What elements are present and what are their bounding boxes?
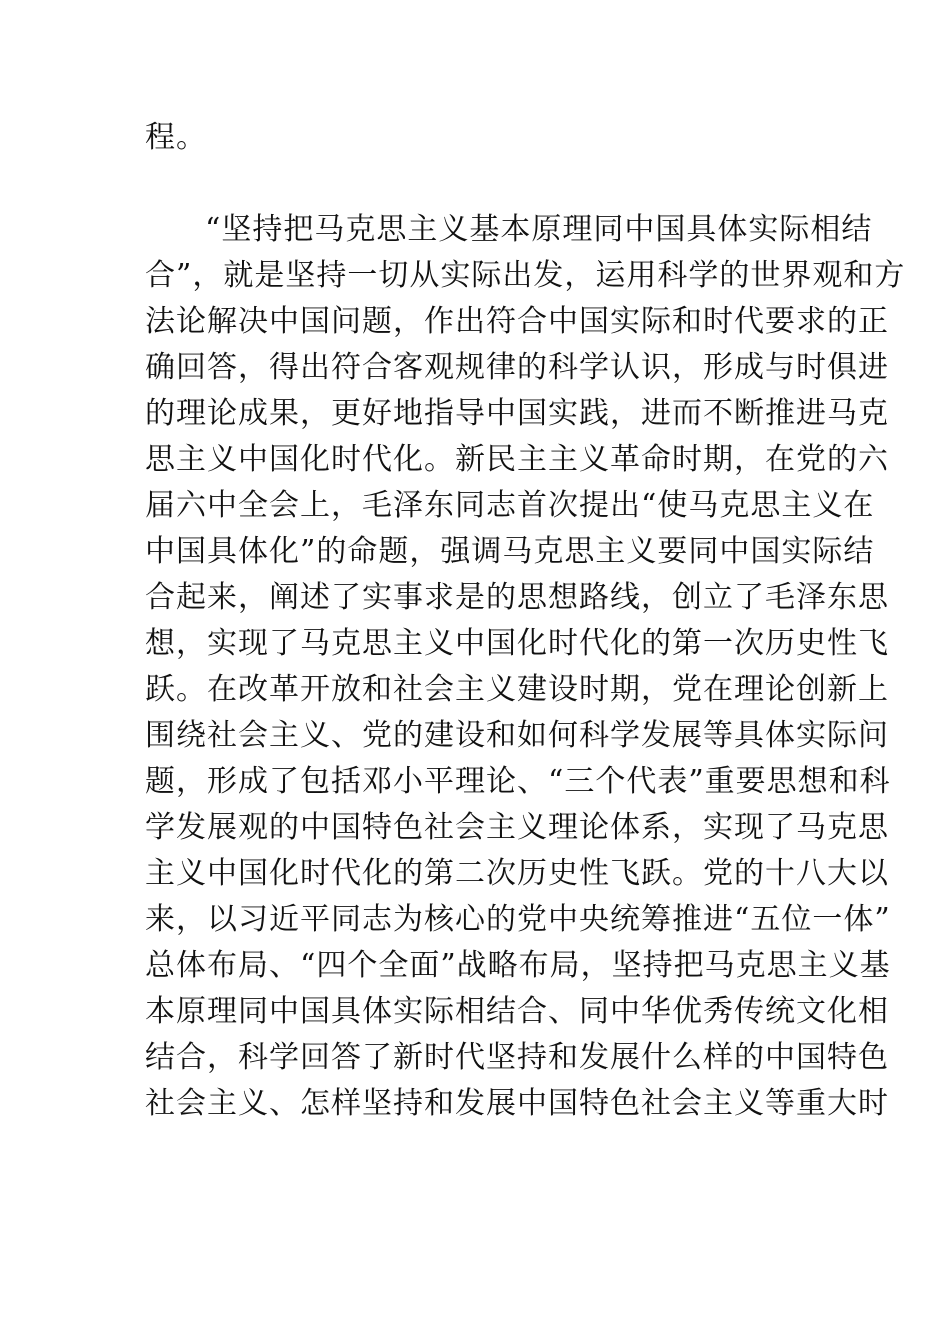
text-line: 确回答，得出符合客观规律的科学认识，形成与时俱进 (145, 350, 889, 385)
text-line: 围绕社会主义、党的建设和如何科学发展等具体实际问 (145, 718, 889, 753)
text-line: 社会主义、怎样坚持和发展中国特色社会主义等重大时 (145, 1086, 889, 1121)
text-line: 中国具体化”的命题，强调马克思主义要同中国实际结 (145, 534, 875, 569)
text-line: 想，实现了马克思主义中国化时代化的第一次历史性飞 (145, 626, 889, 661)
paragraph-first-line: “坚持把马克思主义基本原理同中国具体实际相结 (205, 212, 873, 247)
text-line: 结合，科学回答了新时代坚持和发展什么样的中国特色 (145, 1040, 889, 1075)
text-line: 法论解决中国问题，作出符合中国实际和时代要求的正 (145, 304, 889, 339)
text-line: 合起来，阐述了实事求是的思想路线，创立了毛泽东思 (145, 580, 889, 615)
text-line: 来，以习近平同志为核心的党中央统筹推进“五位一体” (145, 902, 891, 937)
text-line: 主义中国化时代化的第二次历史性飞跃。党的十八大以 (145, 856, 889, 891)
text-line: 总体布局、“四个全面”战略布局，坚持把马克思主义基 (145, 948, 891, 983)
text-line: 的理论成果，更好地指导中国实践，进而不断推进马克 (145, 396, 889, 431)
text-line: 思主义中国化时代化。新民主主义革命时期，在党的六 (145, 442, 889, 477)
text-line: 合”，就是坚持一切从实际出发，运用科学的世界观和方 (145, 258, 906, 293)
text-line: 跃。在改革开放和社会主义建设时期，党在理论创新上 (145, 672, 889, 707)
text-line: 届六中全会上，毛泽东同志首次提出“使马克思主义在 (145, 488, 875, 523)
text-line: 程。 (145, 120, 207, 155)
text-line: 本原理同中国具体实际相结合、同中华优秀传统文化相 (145, 994, 889, 1029)
text-line: 题，形成了包括邓小平理论、“三个代表”重要思想和科 (145, 764, 891, 799)
text-line: 学发展观的中国特色社会主义理论体系，实现了马克思 (145, 810, 889, 845)
